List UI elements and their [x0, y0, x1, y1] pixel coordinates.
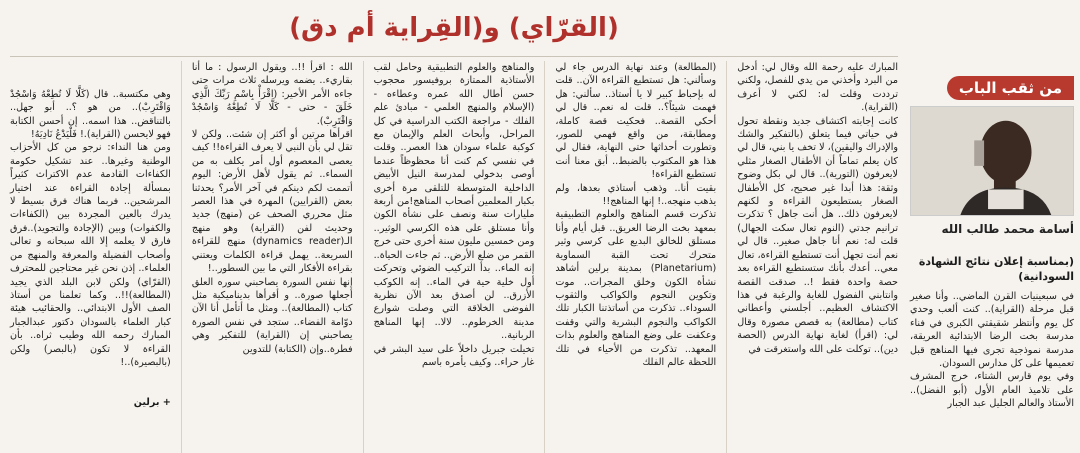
headline: (القرّاي) و(القِراية أم دق): [289, 13, 619, 43]
headline-rule: [10, 56, 898, 57]
column-divider: [363, 61, 364, 453]
article-column-2: (المطالعة) وعند نهاية الدرس جاء لي وسألني: هل تستطيع القراءة الآن.. قلت له بإحباط كبير لا يا أستاذ.. سألني: هل فهمت شيئاً؟.. قلت له نعم.. قال لي أحكي القصة.. فحكيت قصة كاملة، ومطابقة، من واقع فهمي للصور، وتطورت أحداثها حتى النهاية، فقال لي هذا هو المكتوب بالضبط.. أبق معنا أنت تستطيع القراءة! بقيت أنا.. وذهب أستاذي بعدها، ولم يذهب منهجه..! إنها المناهج!! تذكرت قسم المناهج والعلوم التطبيقية بمعهد بخت الرضا العريق.. قبل أيام وأنا مستلق للخالق البديع على كرسي وثير متحرك تحت القبة السماوية (Planetarium) بمدينة برلين أشاهد نشأة الكون وخلق المجرات.. موت وتكوين النجوم والكواكب والثقوب السوداء.. تذكرت من أساتذتنا الكبار تلك الكواكب والنجوم البشرية والتي وقفت وعكفت على وضع المناهج والعلوم بذات المعهد.. تذكرت من الأحياء في تلك اللحظة عالم الفلك: [555, 62, 717, 368]
author-name: أسامة محمد طالب الله: [941, 222, 1074, 236]
column-divider: [726, 61, 727, 453]
column-divider: [181, 61, 182, 453]
headline-area: [10, 0, 898, 56]
column-badge-label: من ثقب الباب: [947, 76, 1074, 100]
article-column-5-text: وهي مكتسبة.. قال (كَلَّا لَا تُطِعْهُ وَاسْجُدْ وَاقْتَرِبْ).. من هو ؟.. أبو جهل.. بالتناقض.. هذا اسمه.. إن أحسن الكتابة فهو لايحسن (القراية).! فَلْيَدْعُ نَادِيَهُ! ومن هنا النداء: نرجو من كل الأحزاب الوطنية وغيرها.. عند تشكيل حكومة الكفاءات القادمة عدم الاكتراث كثيراً بمسألة إجادة القراءة عند اختيار المرشحين.. فربما هناك فرق بسيط لا يدرك بالعين المجردة بين (الكفاءات والكفوات) وبين (الإجادة والتجويد)..فرق فارق لا يعلمه إلا الله سبحانه و تعالى وأصحاب الفضيلة والمعرفة والمنهج من العلماء.. إذن نحن غير محتاجين للمحترف (القرّاي) ولكن لابن البلد الذي يجيد (المطالعة)!!.. وكما تعلمنا من أستاذ الصف الأول الابتدائي.. والحقائيب هيئة كبار العلماء بالسودان دكتور عبدالجبار المبارك رحمه الله وطيب ثراه.. بأن القراءة لا تكون (بالبصر) ولكن (بالبصيرة)..!: [10, 88, 171, 368]
author-portrait: [910, 106, 1074, 216]
sidebar-text: في سبعينيات القرن الماضي.. وأنا صغير قبل مرحلة (القراية).. كنت ألعب وحدي كل يوم وأنتظر شقيقتي الكبرى في فناء مدرسة بخت الرضا الابتدائية العريقة، مدرسة نموذجية تجرى فيها المناهج قبل تعميمها على كل مدارس السودان. وفي يوم قارس الشتاء، خرج المشرف على تلاميذ العام الأول (أبو الفضل).. الأستاذ والعالم الجليل عبد الجبار: [910, 291, 1074, 410]
article-column-3: والمناهج والعلوم التطبيقية وحامل لقب الأستاذية الممتازة بروفيسور محجوب حسن أطال الله عمره وعطاءه - (الإسلام والمنهج العلمي - مبادئ علم الفلك - مراجعة الكتب الدراسية في كل المراحل، وأبحاث العلم والإيمان مع كوكبة علماء سودان هذا العصر.. وقلت في نفسي كم كنت أنا محظوظاً عندما أوصى بدخولي لمدرسة النيل الأبيض الداخلية المتوسطة للتلقى مرة أخرى بكبار المعلمين أصحاب المناهج!من أربعة مليارات سنة ونصف على نشأة الكون وأنا مستلق على هذه الكرسي الوثير.. ومن خمسين مليون سنة أخرى حتى خرج القمر من ضلع الأرض.. ثم جاءت الحياة.. إنه الماء.. بدأ التركيب الضوئي وتحركت أول خلية حية في الماء.. إنه الكوكب الأزرق.. لن أصدق بعد الآن نظرية الفوضى الخلاقة التي وصلت شوارع مدينة الخرطوم.. لالا.. إنها المناهج الربانية.. تخيلت جبريل داخلاً على سيد البشر في غار حراء.. وكيف يأمره باسم: [373, 62, 535, 368]
signature: + برلين: [133, 397, 171, 409]
masthead-space: [910, 6, 1074, 46]
column-divider: [544, 61, 545, 453]
occasion-note: (بمناسبة إعلان نتائج الشهادة السودانية): [918, 255, 1074, 283]
author-sidebar: [904, 0, 1080, 453]
article-columns: [10, 61, 898, 453]
article-column-4: الله : اقرأ !!.. ويقول الرسول : ما أنا بقاريء.. يضمه ويرسله ثلاث مرات حتى جاءه الأمر الأخير: (اقْرَأْ بِاسْمِ رَبِّكَ الَّذِي خَلَقَ - حتى - كَلَّا لَا تُطِعْهُ وَاسْجُدْ وَاقْتَرِبْ). اقرأها مرتين أو أكثر إن شئت.. ولكن لا تقل لي بأن النبي لا يعرف القراءة!! كيف يعصى المعصوم أول أمر يكلف به من السماء.. ثم يقول لأهل الأرض: اليوم أتممت لكم دينكم في آخر الأمر؟ يحدثنا بعض (القرايين) المهرة في هذا العصر مثل محرري الصحف عن (منهج) جديد وحديث لفن (القراية) وهو منهج الـ(dynamics reader) منهج للقراءة السريعة.. يهمل قراءة الكلمات ويعتني بقراءة الأفكار التي ما بين السطور..! إنها نفس السورة يصاحبني سوره العلق أجعلها صورة.. و أقرأها بديناميكية مثل كتاب (المطالعة).. ومثل ما أتأمل أنا الآن دوّامة الفضاء.. ستجد في نفس الصورة يصاحبني إن (القراية) للتفكير وهي فطرة..وإن (الكتابة) للتدوين: [191, 62, 353, 355]
article-column-1: المبارك عليه رحمة الله وقال لي: أدخل من البرد وأخذني من يدي للفصل، ولكني ترددت وقلت له: لكني لا أعرف (القراية). كانت إجابته اكتشاف جديد ونقطة تحول في حياتي فيما يتعلق (بالتفكير والشك والإدراك واليقين)، لا تخف يا بني، قال لي كان يعلم تماماً أن الأطفال الصغار مثلي لايعرفون (التورية).. قال لي بكل وضوح وثقة: هذا أبدا غير صحيح، كل الأطفال الصغار يستطيعون القراءة و لكنهم لايعرفون ذلك.. هل أنت جاهل ؟ تذكرت ترانيم جدتي (النوم تعال سكت الجهال) قلت له: نعم أنا جاهل صغير.. قال لي نعم أنت تجهل أنت تستطيع القراءة، تعال معي.. أعدك بأنك ستستطيع القراءة بعد حصة واحدة فقط !.. صدقت القصة وانتابني الفضول للغاية والرغبة في هذا الاكتشاف العظيم.. أجلسني وأعطاني كتاب (مطالعة) به قصص مصورة وقال لي: (اقرأ) لغاية نهاية الدرس (الحصة دين).. توكلت على الله واستغرقت في: [737, 62, 898, 355]
column-badge: [910, 74, 1074, 102]
article-column-5: [10, 61, 171, 453]
author-portrait-image: [911, 107, 1073, 215]
